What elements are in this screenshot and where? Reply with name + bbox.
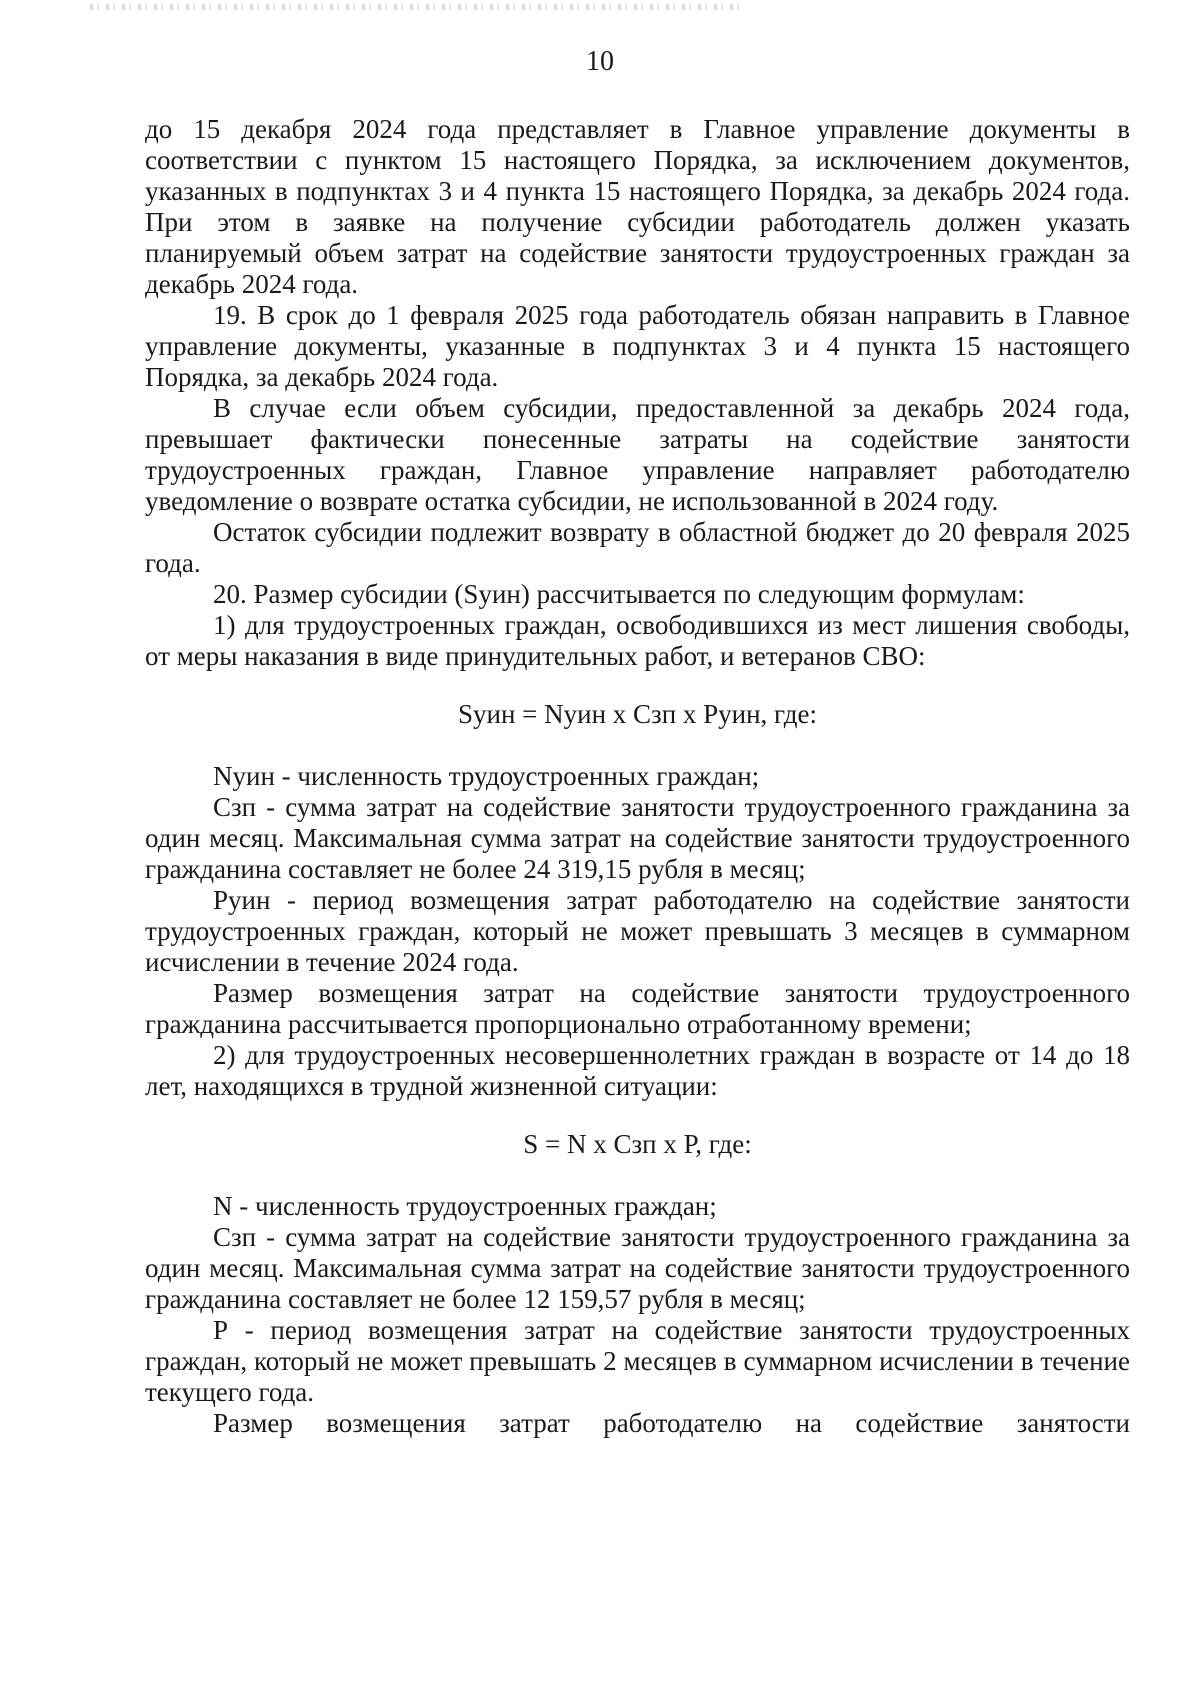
formula-sуin-text: Sуин = Nуин х Сзп х Руин, где: (457, 699, 818, 729)
scan-artifact (90, 4, 740, 10)
page-number: 10 (586, 46, 614, 77)
paragraph-item-19: 19. В срок до 1 февраля 2025 года работодатель обязан направить в Главное управление документы, указанные в подпунктах 3 и 4 пункта 15 настоящего Порядка, за декабрь 2024 года. (145, 300, 1130, 392)
definition-n: N - численность трудоустроенных граждан; (213, 1191, 717, 1221)
paragraph-reimbursement-size: Размер возмещения затрат работодателю на содействие занятости (213, 1408, 1130, 1438)
formula-s (145, 1129, 1130, 1160)
paragraph-item-20: 20. Размер субсидии (Sуин) рассчитывается по следующим формулам: (213, 579, 1025, 609)
paragraph-subitem-1: 1) для трудоустроенных граждан, освободившихся из мест лишения свободы, от меры наказания в виде принудительных работ, и ветеранов СВО: (145, 610, 1130, 671)
paragraph-continuation: до 15 декабря 2024 года представляет в Главное управление документы в соответствии с пунктом 15 настоящего Порядка, за исключением документов, указанных в подпунктах 3 и 4 пункта 15 настоящего Порядка, за декабрь 2024 года. При этом в заявке на получение субсидии работодатель должен указать планируемый объем затрат на содействие занятости трудоустроенных граждан за декабрь 2024 года. (145, 114, 1130, 299)
paragraph-refund-deadline: Остаток субсидии подлежит возврату в областной бюджет до 20 февраля 2025 года. (145, 517, 1130, 578)
paragraph-proportional: Размер возмещения затрат на содействие занятости трудоустроенного гражданина рассчитывается пропорционально отработанному времени; (145, 978, 1130, 1039)
document-body (145, 114, 1130, 1439)
paragraph-subitem-2: 2) для трудоустроенных несовершеннолетних граждан в возрасте от 14 до 18 лет, находящихся в трудной жизненной ситуации: (145, 1040, 1130, 1101)
paragraph-refund-case: В случае если объем субсидии, предоставленной за декабрь 2024 года, превышает фактически понесенные затраты на содействие занятости трудоустроенных граждан, Главное управление направляет работодателю уведомление о возврате остатка субсидии, не использованной в 2024 году. (145, 393, 1130, 516)
definition-szp-2: Сзп - сумма затрат на содействие занятости трудоустроенного гражданина за один месяц. Максимальная сумма затрат на содействие занятости трудоустроенного гражданина составляет не более 12 159,57 рубля в месяц; (145, 1222, 1130, 1314)
definition-p: Р - период возмещения затрат на содействие занятости трудоустроенных граждан, который не может превышать 2 месяцев в суммарном исчислении в течение текущего года. (145, 1315, 1130, 1407)
formula-sуin (145, 699, 1130, 730)
formula-s-text: S = N х Сзп х Р, где: (523, 1129, 752, 1159)
definition-ruin: Руин - период возмещения затрат работодателю на содействие занятости трудоустроенных граждан, который не может превышать 3 месяцев в суммарном исчислении в течение 2024 года. (145, 885, 1130, 977)
definition-szp-1: Сзп - сумма затрат на содействие занятости трудоустроенного гражданина за один месяц. Максимальная сумма затрат на содействие занятости трудоустроенного гражданина составляет не более 24 319,15 рубля в месяц; (145, 792, 1130, 884)
definition-nуin: Nуин - численность трудоустроенных граждан; (213, 761, 760, 791)
